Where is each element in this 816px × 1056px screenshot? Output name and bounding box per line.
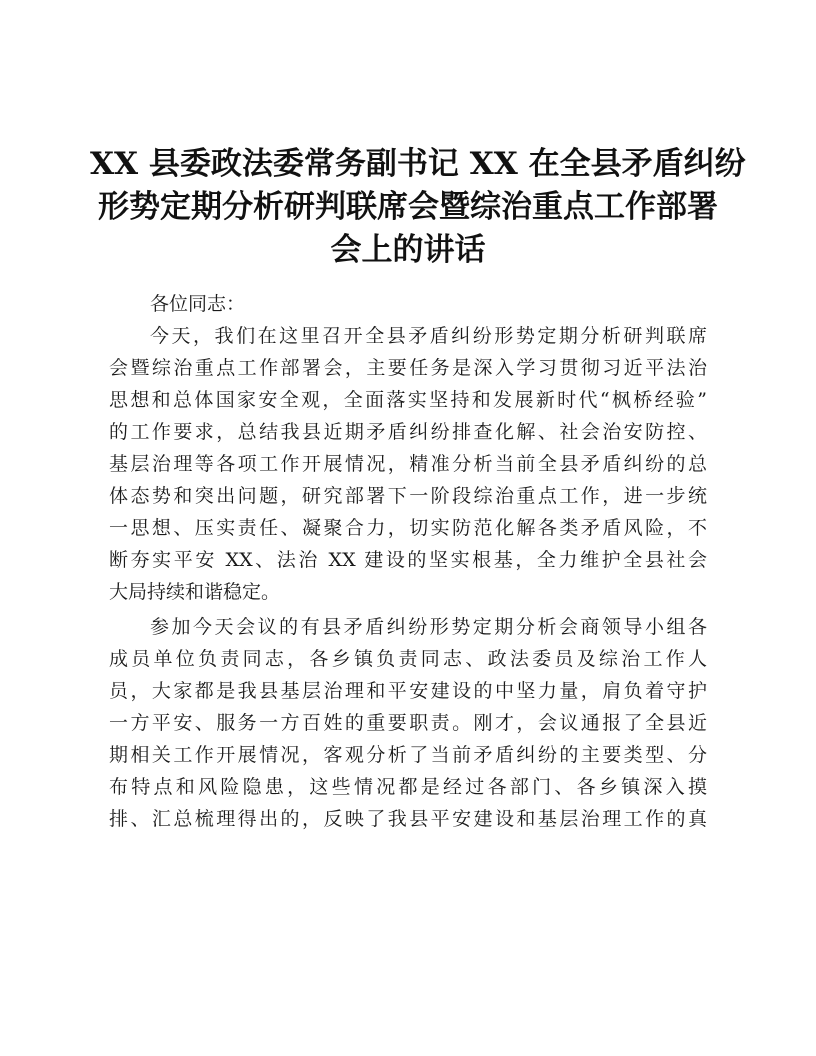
paragraph-line: 布特点和风险隐患，这些情况都是经过各部门、各乡镇深入摸: [109, 776, 707, 798]
paragraph-line: 参加今天会议的有县矛盾纠纷形势定期分析会商领导小组各: [150, 616, 707, 638]
paragraph-1: [109, 320, 707, 608]
paragraph-line: 一思想、压实责任、凝聚合力，切实防范化解各类矛盾风险，不: [109, 517, 707, 539]
title-line-1: XX 县委政法委常务副书记 XX 在全县矛盾纠纷: [90, 146, 746, 182]
document-body: [109, 288, 707, 835]
title-line-2: 形势定期分析研判联席会暨综治重点工作部署: [98, 189, 718, 225]
salutation: 各位同志：: [150, 293, 246, 315]
paragraph-line-last: 大局持续和谐稳定。: [109, 581, 281, 603]
paragraph-2: [109, 611, 707, 835]
paragraph-line: 成员单位负责同志，各乡镇负责同志、政法委员及综治工作人: [109, 648, 707, 670]
paragraph-line: 基层治理等各项工作开展情况，精准分析当前全县矛盾纠纷的总: [109, 453, 707, 475]
paragraph-line: 期相关工作开展情况，客观分析了当前矛盾纠纷的主要类型、分: [109, 744, 707, 766]
paragraph-line: 一方平安、服务一方百姓的重要职责。刚才，会议通报了全县近: [109, 712, 707, 734]
paragraph-line: 员，大家都是我县基层治理和平安建设的中坚力量，肩负着守护: [109, 680, 707, 702]
paragraph-line: 体态势和突出问题，研究部署下一阶段综治重点工作，进一步统: [109, 485, 707, 507]
document-title: [90, 143, 746, 272]
paragraph-line: 会暨综治重点工作部署会，主要任务是深入学习贯彻习近平法治: [109, 357, 707, 379]
paragraph-line: 排、汇总梳理得出的，反映了我县平安建设和基层治理工作的真: [109, 808, 707, 830]
paragraph-line: 今天，我们在这里召开全县矛盾纠纷形势定期分析研判联席: [150, 325, 707, 347]
paragraph-line: 的工作要求，总结我县近期矛盾纠纷排查化解、社会治安防控、: [109, 421, 707, 443]
paragraph-line: 断夯实平安 XX、法治 XX 建设的坚实根基，全力维护全县社会: [109, 549, 707, 571]
paragraph-line: 思想和总体国家安全观，全面落实坚持和发展新时代“枫桥经验”: [109, 389, 707, 411]
title-line-3: 会上的讲话: [330, 232, 486, 268]
